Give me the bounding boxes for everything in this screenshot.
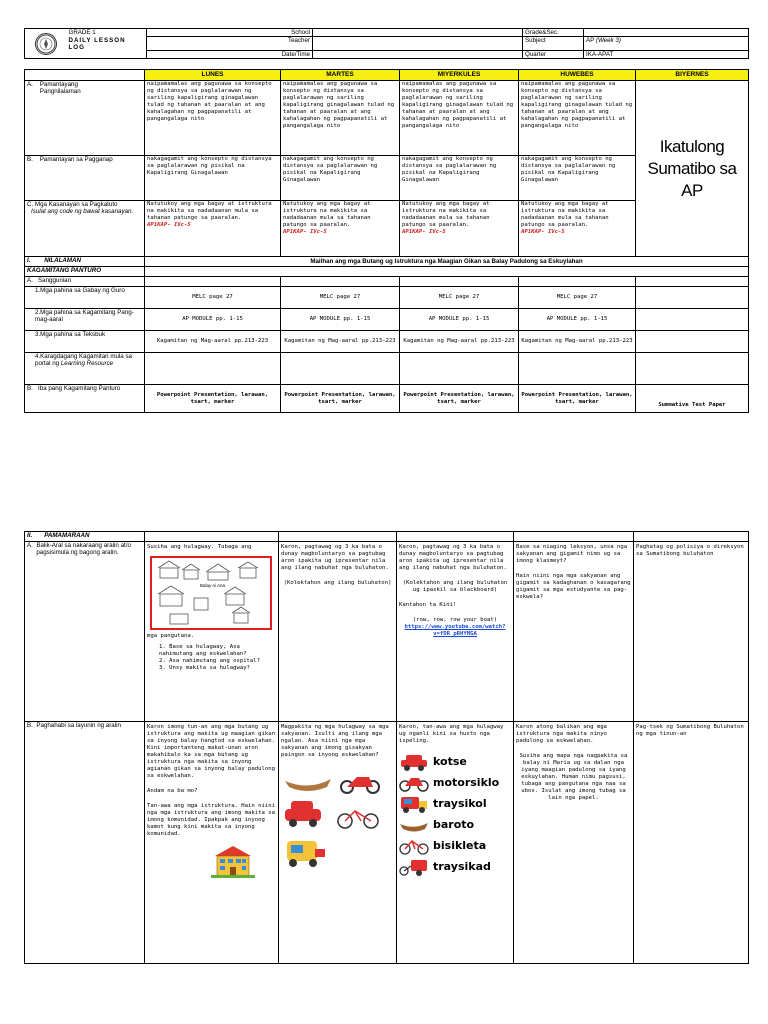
r3-thu: Kagamitan ng Mag-aaral pp.213-223 <box>519 331 636 353</box>
vehicle-row-bisikleta: bisikleta <box>399 835 511 856</box>
map-picture-label: Balay ni Ana <box>200 583 226 588</box>
quarter-label: Quarter <box>523 51 584 59</box>
pamamaraan-label: II. PAMAMARAAN <box>25 532 145 542</box>
bicycle-icon <box>338 811 378 828</box>
day-header-fri: BIYERNES <box>636 70 749 81</box>
row-label-c: C. Mga Kasanayan sa Pagkatuto Isulat ang code ng bawat kasanayan. <box>25 201 145 257</box>
vehicle-row-kotse: kotse <box>399 751 511 772</box>
rb-fri: Summative Test Paper <box>636 385 749 413</box>
proc-a-mon: Susiha ang hulagway. Tubaga ang Balay ni Ana mga pangutana. 1. Base sa hulagway, Asa nahimutang ang eskwelahan? 2. Asa nahimutang ang ospital? 3. Unsy makita sa hulagway? <box>145 542 279 722</box>
datetime-label: Date/Time <box>147 51 313 59</box>
r1-tue: MELC page 27 <box>281 287 400 309</box>
gradesec-label: Grade&Sec. <box>523 29 584 37</box>
youtube-link[interactable]: https://www.youtube.com/watch?v=fDR_pRHYMGA <box>404 624 506 637</box>
r2-wed: AP MODULE pp. 1-15 <box>400 309 519 331</box>
corner-cell <box>25 70 145 81</box>
code-thu: AP1KAP- IVc-5 <box>521 229 565 235</box>
r3-wed: Kagamitan ng Mag-aaral pp.213-223 <box>400 331 519 353</box>
nilalaman-label: I. NILALAMAN <box>25 257 145 267</box>
c-thu: Natutukoy ang mga bagay at istruktura na makikita sa nadadaanan mula sa tahanan patungo sa paaralan. AP1KAP- IVc-5 <box>519 201 636 257</box>
proc-b-tue: Magpakita ng mga hulagway sa mga sakyanan. Isulti ang ilang mga ngalan. Asa niini nga mga sakyanan ang imong gisakyan paingon sa inyong eskwelahan? <box>279 722 397 964</box>
proc-b-mon: Karon imong tun-an ang mga butang ug istruktura ang makita ug maagian gikan sa inyong balay hangtod sa eskwelahan. Kini importanteng makat-unan aron makahibalo ka sa mga butang ug istruktura nga makita sa inyong agianan gikan sa inyong balay padulong sa eskwelahan. Andam na ba mo? Tan-awa ang mga istruktura. Hain niini nga mga istruktura ang imong makita sa imong komunidad. Ipakpak ang inyong kamot kung kini makita sa inyong komunidad. <box>145 722 279 964</box>
bicycle-icon <box>399 837 429 855</box>
day-header-tue: MARTES <box>281 70 400 81</box>
boat-icon <box>285 779 331 791</box>
r3-mon: Kagamitan ng Mag-aaral pp.213-223 <box>145 331 281 353</box>
logo-cell <box>25 29 67 59</box>
school-building-icon <box>211 842 276 881</box>
r1-wed: MELC page 27 <box>400 287 519 309</box>
rb-label: B. Iba pang Kagamitang Panturo <box>25 385 145 413</box>
subject-label: Subject <box>523 37 584 51</box>
code-tue: AP1KAP- IVc-5 <box>283 229 327 235</box>
r3-label: 3.Mga pahina sa Teksbuk <box>25 331 145 353</box>
vehicle-row-traysikol: traysikol <box>399 793 511 814</box>
a-wed: naipamamalas ang pagunawa sa konsepto ng distansya sa paglalarawan ng sariling kapaligirang ginagalawan tulad ng tahanan at paaralan at ang kahalagahan ng pagpapanatili at pangangalaga nito <box>400 81 519 156</box>
day-header-thu: HUWEBES <box>519 70 636 81</box>
proc-a-thu: Base sa niaging leksyon, unsa nga sakyanan ang gigamit nimo ug sa imong klasmeyt? Hain niini nga mga sakyanan ang gigamit sa kadaghanan o kasagarang gigamit sa mga estudyante sa pag-eskwela? <box>514 542 634 722</box>
motorcycle-icon <box>341 777 379 793</box>
a-thu: naipamamalas ang pagunawa sa konsepto ng distansya sa paglalarawan ng sariling kapaligirang ginagalawan tulad ng tahanan at paaralan at ang kahalagahan ng pagpapanatili at pangangalaga nito <box>519 81 636 156</box>
rb-wed: Powerpoint Presentation, larawan, tsart, marker <box>400 385 519 413</box>
tricycle-icon <box>287 841 325 867</box>
grade-label: GRADE 1 <box>67 29 147 37</box>
r2-thu: AP MODULE pp. 1-15 <box>519 309 636 331</box>
school-field[interactable] <box>313 29 523 37</box>
subject-field[interactable] <box>584 37 749 51</box>
rb-thu: Powerpoint Presentation, larawan, tsart, marker <box>519 385 636 413</box>
row-label-a: A. Pamantayang Pangnilalaman <box>25 81 145 156</box>
car-icon <box>285 801 321 827</box>
motorcycle-icon <box>399 774 429 792</box>
code-mon: AP1KAP- IVc-5 <box>147 222 191 228</box>
procedure-table <box>24 531 749 964</box>
proc-a-wed: Karon, pagtawag og 3 ka bata o dunay magboluntaryo sa pagtubag aron ipakita ug ipresentar nila ang ilang nabuhat nga buluhaton. (Kolektahon ang ilang buluhaton ug ipaskil sa blackboard) Kantahon ta Kini! (row, row, row your boat) https://www.youtube.com/watch?v=fDR_pRHYMGA <box>397 542 514 722</box>
page-1 <box>24 28 748 413</box>
code-note: Isulat ang code ng bawat kasanayan. <box>31 208 134 216</box>
doc-title: DAILY LESSON LOG <box>67 37 147 51</box>
tricycle-icon <box>399 795 429 813</box>
proc-b-fri: Pag-tsek ng Sumatibong Buluhaton ng mga tinun-an <box>634 722 749 964</box>
r4-label: 4.Karagdagang Kagamitan mula sa portal ng Learning Resource <box>25 353 145 385</box>
pedicab-icon <box>399 858 429 876</box>
map-picture <box>150 556 272 630</box>
c-tue: Natutukoy ang mga bagay at istruktura na makikita sa nadadaanan mula sa tahanan patungo sa paaralan. AP1KAP- IVc-5 <box>281 201 400 257</box>
proc-b-wed: Karon, tan-awa ang mga hulagway ug nganli kini sa husto nga ispeling. kotse motorsiklo traysikol baroto bisikleta traysikad <box>397 722 514 964</box>
r3-tue: Kagamitan ng Mag-aaral pp.213-223 <box>281 331 400 353</box>
vehicle-list <box>399 751 511 877</box>
quarter-field[interactable]: IKA-APAT <box>584 51 749 59</box>
c-wed: Natutukoy ang mga bagay at istruktura na makikita sa nadadaanan mula sa tahanan patungo sa paaralan. AP1KAP- IVc-5 <box>400 201 519 257</box>
summative-title: Ikatulong Sumatibo sa AP <box>647 136 737 200</box>
gradesec-field[interactable] <box>584 29 749 37</box>
proc-a-tue: Karon, pagtawag og 3 ka bata o dunay magboluntaryo sa pagtubag aron ipakita ug ipresentar nila ang ilang nabuhat nga buluhaton. (Kolektahon ang ilang buluhaton) <box>279 542 397 722</box>
vehicle-row-motorsiklo: motorsiklo <box>399 772 511 793</box>
r2-mon: AP MODULE pp. 1-15 <box>145 309 281 331</box>
vehicle-row-baroto: baroto <box>399 814 511 835</box>
r1-thu: MELC page 27 <box>519 287 636 309</box>
r1-label: 1.Mga pahina sa Gabay ng Guro <box>25 287 145 309</box>
nilalaman-text: Mailhan ang mga Butang ug Istruktura nga Maagian Gikan sa Balay Padulong sa Eskuylahan <box>145 257 749 267</box>
a-tue: naipamamalas ang pagunawa sa konsepto ng distansya sa paglalarawan ng sariling kapaligirang ginagalawan tulad ng tahanan at paaralan at ang kahalagahan ng pagpapanatili at pangangalaga nito <box>281 81 400 156</box>
c-mon: Natutukoy ang mga bagay at istruktura na makikita sa nadadaanan mula sa tahanan patungo sa paaralan. AP1KAP- IVc-5 <box>145 201 281 257</box>
subject-value: AP <box>586 37 595 44</box>
proc-a-fri: Paghatag og polisiya o direksyon sa Sumatibong buluhaton <box>634 542 749 722</box>
proc-a-label: A. Balik-Aral sa nakaraang aralin at/o pagsisimula ng bagong aralin. <box>25 542 145 722</box>
kagamitan-label: KAGAMITANG PANTURO <box>25 267 145 277</box>
header-table <box>24 28 749 59</box>
teacher-field[interactable] <box>313 37 523 51</box>
r1-mon: MELC page 27 <box>145 287 281 309</box>
code-wed: AP1KAP- IVc-5 <box>402 229 446 235</box>
r2-label: 2.Mga pahina sa Kagamitang Pang-mag-aaral <box>25 309 145 331</box>
rb-mon: Powerpoint Presentation, larawan, tsart, marker <box>145 385 281 413</box>
r2-tue: AP MODULE pp. 1-15 <box>281 309 400 331</box>
deped-seal-icon <box>35 33 57 55</box>
car-icon <box>399 753 429 771</box>
vehicle-row-traysikad: traysikad <box>399 856 511 877</box>
school-label: School <box>147 29 313 37</box>
b-tue: nakagagamit ang konsepto ng distansya sa paglalarawan ng pisikal na Kapaligirang Ginagalawan <box>281 156 400 201</box>
day-header-mon: LUNES <box>145 70 281 81</box>
proc-b-label: B. Paghahabi sa layunin ng aralin <box>25 722 145 964</box>
houses-map-illustration <box>152 558 270 628</box>
teacher-label: Teacher <box>147 37 313 51</box>
summative-cell <box>636 81 749 257</box>
day-header-wed: MIYERKULES <box>400 70 519 81</box>
lesson-log-table <box>24 69 749 413</box>
b-wed: nakagagamit ang konsepto ng distansya sa paglalarawan ng pisikal na Kapaligirang Ginagalawan <box>400 156 519 201</box>
vehicles-illustration <box>281 765 394 878</box>
b-mon: nakagagamit ang konsepto ng distansya sa paglalarawan ng pisikal na Kapaligirang Ginagalawan <box>145 156 281 201</box>
proc-b-thu: Karon atong balikan ang mga istruktura nga makita ninyo padulong sa eskwelahan. Susiha ang mapa nga nagpakita sa balay ni Maria ug sa dalan nga iyang maagian padulong sa iyang eskuylahan. Human nimu pagsusi, tubaga ang pangutana nga naa sa ubos. Isulat ang imong tubag sa lain nga papel. <box>514 722 634 964</box>
boat-icon <box>399 816 429 834</box>
row-label-b: B. Pamantayan sa Pagganap <box>25 156 145 201</box>
a-mon: naipamamalas ang pagunawa sa konsepto ng distansya sa paglalarawan ng sariling kapaligirang ginagalawan tulad ng tahanan at paaralan at ang kahalagahan ng pagpapanatili at pangangalaga nito <box>145 81 281 156</box>
sanggunian-label: A. Sanggunian <box>25 277 145 287</box>
b-thu: nakagagamit ang konsepto ng distansya sa paglalarawan ng pisikal na Kapaligirang Ginagalawan <box>519 156 636 201</box>
rb-tue: Powerpoint Presentation, larawan, tsart, marker <box>281 385 400 413</box>
subject-week: (Week 3) <box>595 37 621 44</box>
page-2 <box>24 531 748 964</box>
datetime-field[interactable] <box>313 51 523 59</box>
